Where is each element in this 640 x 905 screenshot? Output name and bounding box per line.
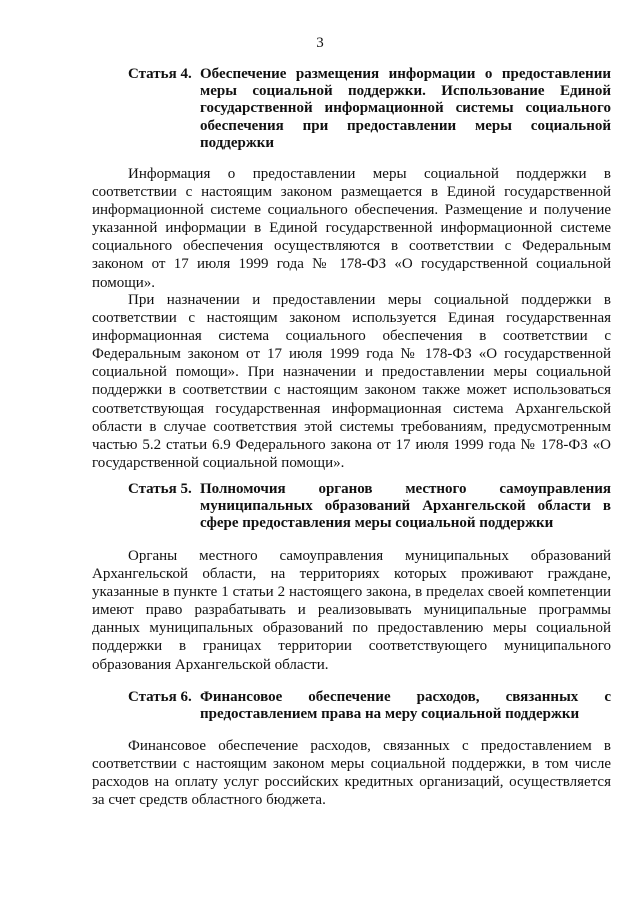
article-5-title: Полномочия органов местного самоуправления муниципальных образований Архангельской области в сфере предоставления меры социальной поддержки — [200, 481, 611, 532]
article-4-paragraph-2: При назначении и предоставлении меры социальной поддержки в соответствии с настоящим законом используется Единая государственная информационная система социального обеспечения в соответствии с Федеральным законом от 17 июля 1999 года № 178-ФЗ «О государственной социальной помощи». При назначении и предоставлении меры социальной поддержки в соответствии с настоящим законом также может использоваться соответствующая государственная информационная система Архангельской области в случае соответствия этой системы требованиям, предусмотренным частью 5.2 статьи 6.9 Федерального закона от 17 июля 1999 года № 178-ФЗ «О государственной социальной помощи». — [92, 292, 611, 471]
article-6-label: Статья 6. — [128, 689, 192, 705]
article-6-heading — [128, 689, 611, 723]
article-6-title: Финансовое обеспечение расходов, связанных с предоставлением права на меру социальной поддержки — [200, 689, 611, 723]
article-5-label: Статья 5. — [128, 481, 192, 497]
article-4-title: Обеспечение размещения информации о предоставлении меры социальной поддержки. Использование Единой государственной информационной системы социального обеспечения при предоставлении меры социальной поддержки — [200, 66, 611, 151]
article-5-heading — [128, 481, 611, 533]
article-4-paragraph-1: Информация о предоставлении меры социальной поддержки в соответствии с настоящим законом размещается в Единой государственной информационной системе социального обеспечения. Размещение и получение указанной информации в Единой государственной информационной системе социального обеспечения осуществляются в соответствии с Федеральным законом от 17 июля 1999 года № 178-ФЗ «О государственной социальной помощи». — [92, 166, 611, 291]
article-4-label: Статья 4. — [128, 66, 192, 82]
article-6-paragraph-1: Финансовое обеспечение расходов, связанных с предоставлением в соответствии с настоящим законом меры социальной поддержки, в том числе расходов на оплату услуг российских кредитных организаций, осуществляется за счет средств областного бюджета. — [92, 738, 611, 809]
article-5-paragraph-1: Органы местного самоуправления муниципальных образований Архангельской области, на территориях которых проживают граждане, указанные в пункте 1 статьи 2 настоящего закона, в пределах своей компетенции имеют право разрабатывать и реализовывать муниципальные программы данных муниципальных образований по предоставлению меры социальной поддержки в границах территории соответствующего муниципального образования Архангельской области. — [92, 548, 611, 673]
article-4-heading — [128, 66, 611, 152]
page-number: 3 — [316, 35, 324, 51]
